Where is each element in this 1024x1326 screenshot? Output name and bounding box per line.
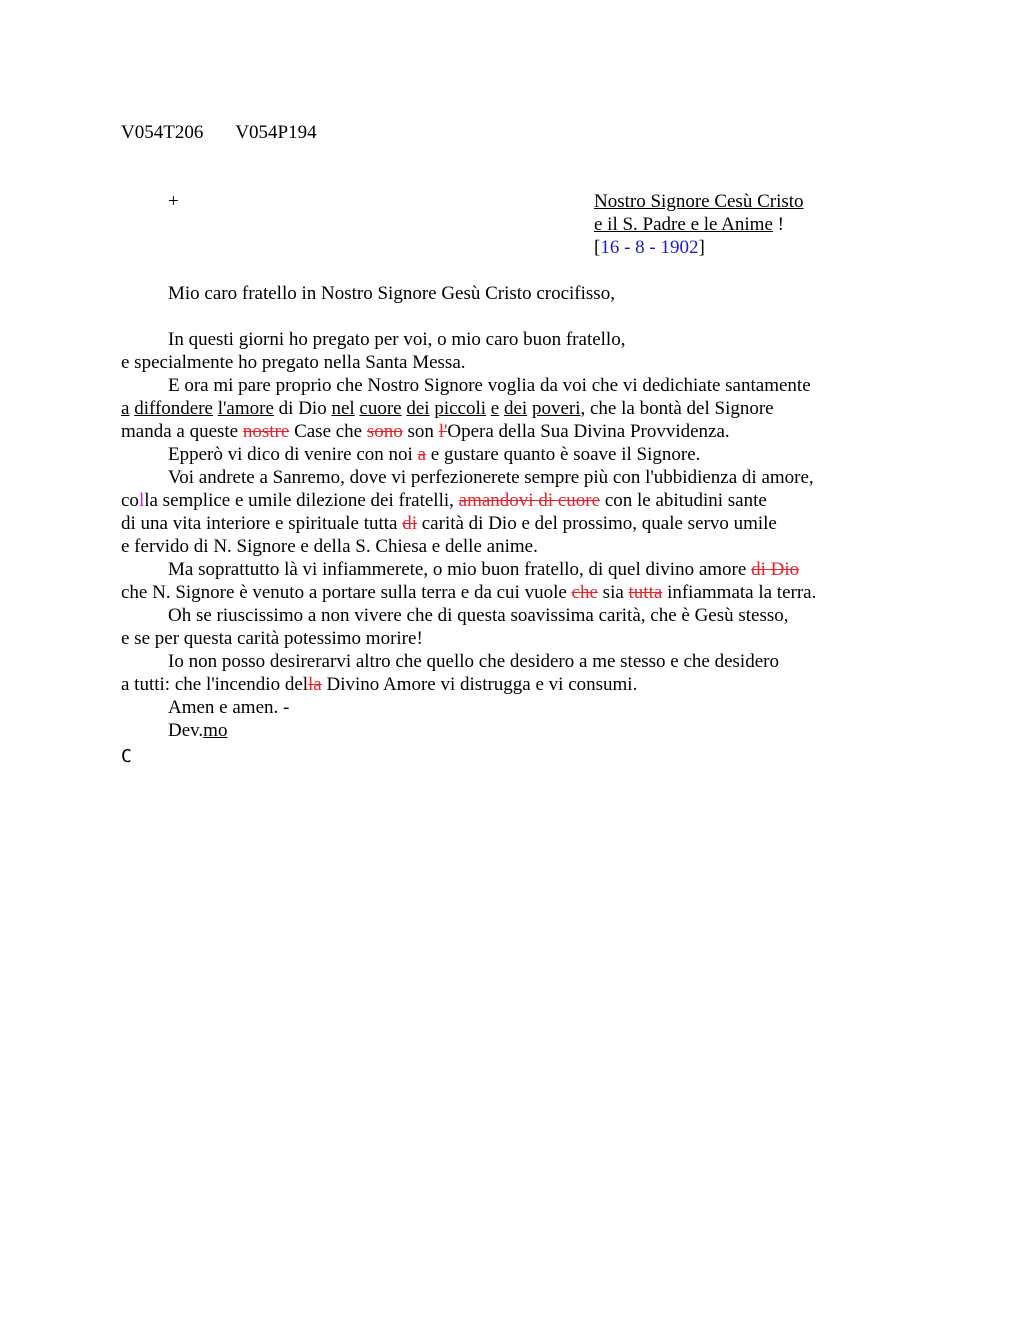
deletion: nostre xyxy=(242,421,290,442)
salutation: Mio caro fratello in Nostro Signore Gesù Cristo crocifisso, xyxy=(168,283,615,304)
p2-line-2: a diffondere l'amore di Dio nel cuore dei piccoli e dei poveri, che la bontà del Signore xyxy=(121,398,774,419)
p7-line-2: a tutti: che l'incendio della Divino Amore vi distrugga e vi consumi. xyxy=(121,674,638,695)
deletion: sono xyxy=(366,421,403,442)
deletion: di xyxy=(402,513,417,534)
deletion: a xyxy=(417,444,427,465)
signature: Dev.mo xyxy=(168,720,228,741)
p3-line-1: Epperò vi dico di venire con noi a e gustare quanto è soave il Signore. xyxy=(168,444,701,465)
cross-mark: + xyxy=(168,191,179,212)
letter-heading xyxy=(594,190,804,259)
p2-line-3: manda a queste nostre Case che sono son l'Opera della Sua Divina Provvidenza. xyxy=(121,421,730,442)
initial: C xyxy=(121,746,132,767)
closing-amen: Amen e amen. - xyxy=(168,697,290,718)
p4-line-3: di una vita interiore e spirituale tutta di carità di Dio e del prossimo, quale servo umile xyxy=(121,513,777,534)
date-line: [16 - 8 - 1902] xyxy=(594,237,705,258)
deletion: l' xyxy=(438,421,448,442)
p2-line-1: E ora mi pare proprio che Nostro Signore voglia da voi che vi dedichiate santamente xyxy=(168,375,811,396)
deletion: che xyxy=(571,582,598,603)
deletion: la xyxy=(308,674,322,695)
p1-line-2: e specialmente ho pregato nella Santa Messa. xyxy=(121,352,466,373)
p6-line-1: Oh se riuscissimo a non vivere che di questa soavissima carità, che è Gesù stesso, xyxy=(168,605,789,626)
letter-body xyxy=(121,282,881,768)
deletion: tutta xyxy=(628,582,663,603)
document-ids xyxy=(121,121,349,144)
motto-line-1: Nostro Signore Cesù Cristo xyxy=(594,191,804,212)
p4-line-1: Voi andrete a Sanremo, dove vi perfezionerete sempre più con l'ubbidienza di amore, xyxy=(168,467,814,488)
insertion: l xyxy=(138,490,145,511)
motto-exclamation: ! xyxy=(772,214,784,235)
p6-line-2: e se per questa carità potessimo morire! xyxy=(121,628,423,649)
p1-line-1: In questi giorni ho pregato per voi, o mio caro buon fratello, xyxy=(168,329,626,350)
ref-t: V054T206 xyxy=(121,122,204,143)
p4-line-2: colla semplice e umile dilezione dei fratelli, amandovi di cuore con le abitudini sante xyxy=(121,490,767,511)
motto-line-2: e il S. Padre e le Anime xyxy=(594,214,773,235)
deletion: amandovi di cuore xyxy=(458,490,601,511)
p7-line-1: Io non posso desirerarvi altro che quello che desidero a me stesso e che desidero xyxy=(168,651,779,672)
date: 16 - 8 - 1902 xyxy=(600,237,699,258)
p5-line-2: che N. Signore è venuto a portare sulla terra e da cui vuole che sia tutta infiammata la terra. xyxy=(121,582,817,603)
ref-p: V054P194 xyxy=(235,122,317,143)
p5-line-1: Ma soprattutto là vi infiammerete, o mio buon fratello, di quel divino amore di Dio xyxy=(168,559,800,580)
p4-line-4: e fervido di N. Signore e della S. Chiesa e delle anime. xyxy=(121,536,538,557)
deletion: di Dio xyxy=(751,559,800,580)
